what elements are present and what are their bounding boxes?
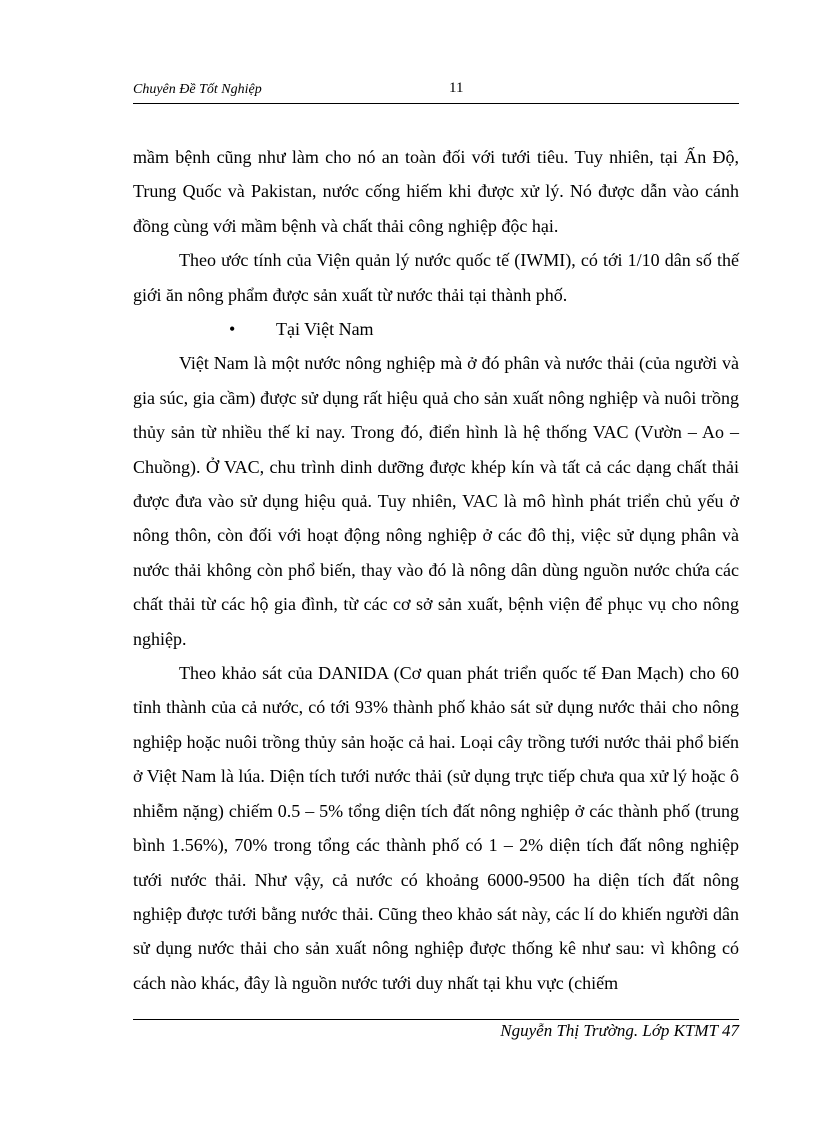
paragraph-iwmi: Theo ước tính của Viện quản lý nước quốc tế (IWMI), có tới 1/10 dân số thế giới ăn nông phẩm được sản xuất từ nước thải tại thành phố. — [133, 250, 739, 305]
header-title: Chuyên Đề Tốt Nghiệp — [133, 82, 262, 97]
page-number: 11 — [449, 80, 464, 96]
bullet-heading — [133, 312, 739, 346]
paragraph-vietnam: Việt Nam là một nước nông nghiệp mà ở đó phân và nước thải (của người và gia súc, gia cầm) được sử dụng rất hiệu quả cho sản xuất nông nghiệp và nuôi trồng thủy sản từ nhiều thế kỉ nay. Trong đó, điển hình là hệ thống VAC (Vườn – Ao – Chuồng). Ở VAC, chu trình dinh dưỡng được khép kín và tất cả các dạng chất thải được đưa vào sử dụng hiệu quả. Tuy nhiên, VAC là mô hình phát triển chủ yếu ở nông thôn, còn đối với hoạt động nông nghiệp ở các đô thị, việc sử dụng phân và nước thải không còn phổ biến, thay vào đó là nông dân dùng nguồn nước chứa các chất thải từ các hộ gia đình, từ các cơ sở sản xuất, bệnh viện để phục vụ cho nông nghiệp. — [133, 353, 739, 649]
body-text — [133, 140, 739, 1000]
paragraph-continuation: mầm bệnh cũng như làm cho nó an toàn đối với tưới tiêu. Tuy nhiên, tại Ấn Độ, Trung Quốc và Pakistan, nước cống hiếm khi được xử lý. Nó được dẫn vào cánh đồng cùng với mầm bệnh và chất thải công nghiệp độc hại. — [133, 147, 739, 236]
paragraph-danida: Theo khảo sát của DANIDA (Cơ quan phát triển quốc tế Đan Mạch) cho 60 tỉnh thành của cả nước, có tới 93% thành phố khảo sát sử dụng nước thải cho nông nghiệp hoặc nuôi trồng thủy sản hoặc cả hai. Loại cây trồng tưới nước thải phổ biến ở Việt Nam là lúa. Diện tích tưới nước thải (sử dụng trực tiếp chưa qua xử lý hoặc ô nhiễm nặng) chiếm 0.5 – 5% tổng diện tích đất nông nghiệp ở các thành phố (trung bình 1.56%), 70% trong tổng các thành phố có 1 – 2% diện tích đất nông nghiệp tưới nước thải. Như vậy, cả nước có khoảng 6000-9500 ha diện tích đất nông nghiệp được tưới bằng nước thải. Cũng theo khảo sát này, các lí do khiến người dân sử dụng nước thải cho sản xuất nông nghiệp được thống kê như sau: vì không có cách nào khác, đây là nguồn nước tưới duy nhất tại khu vực (chiếm — [133, 663, 739, 993]
page-footer: Nguyễn Thị Trường. Lớp KTMT 47 — [500, 1021, 739, 1040]
footer-divider — [133, 1019, 739, 1020]
page-header — [133, 82, 739, 104]
bullet-heading-label: Tại Việt Nam — [276, 319, 374, 340]
bullet-icon: • — [229, 319, 236, 340]
